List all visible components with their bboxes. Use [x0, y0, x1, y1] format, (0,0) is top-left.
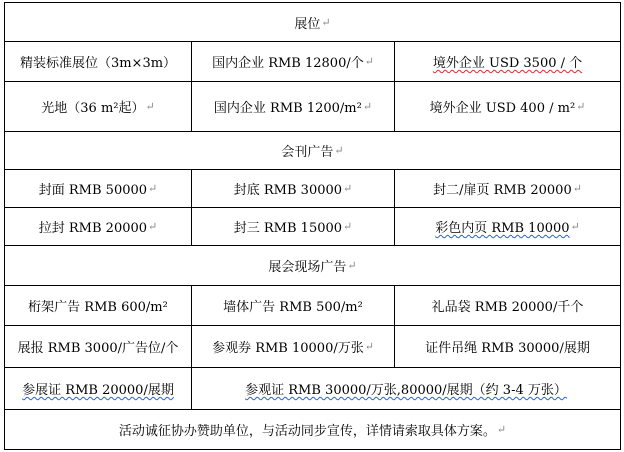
cell-text: 参展证 RMB 20000/展期	[22, 383, 174, 398]
table-cell	[191, 42, 394, 81]
booth-header-text: 展位	[294, 16, 321, 32]
cell-text: 彩色内页 RMB 10000	[435, 221, 570, 236]
table-cell	[394, 170, 620, 207]
table-cell	[191, 208, 394, 245]
return-mark: ↵	[364, 340, 374, 353]
table-cell	[394, 82, 620, 131]
return-mark: ↵	[572, 182, 582, 195]
table-cell	[5, 170, 191, 207]
table-cell	[5, 42, 191, 81]
cell-text: 展报 RMB 3000/广告位/个	[17, 341, 179, 356]
return-mark: ↵	[347, 259, 357, 272]
return-mark: ↵	[496, 423, 507, 436]
price-table	[4, 2, 621, 450]
cell-text: 封三 RMB 15000	[233, 221, 343, 236]
table-cell	[5, 286, 191, 325]
return-mark: ↵	[334, 144, 344, 157]
return-mark: ↵	[364, 55, 374, 68]
journal-header-cell	[5, 132, 620, 169]
return-mark: ↵	[148, 220, 158, 233]
cell-text: 参观券 RMB 10000/万张	[212, 341, 364, 356]
booth-row-1	[5, 41, 620, 81]
cell-text: 境外企业 USD 3500 / 个	[432, 56, 583, 71]
booth-section-header	[5, 3, 620, 41]
onsite-header-text: 展会现场广告	[268, 260, 347, 275]
booth-header-cell	[5, 3, 620, 41]
cell-text: 光地（36 m²起）	[41, 101, 145, 116]
table-cell	[394, 42, 620, 81]
journal-header-text: 会刊广告	[281, 145, 334, 160]
return-mark: ↵	[343, 182, 353, 195]
table-cell	[5, 82, 191, 131]
return-mark: ↵	[576, 100, 586, 113]
return-mark: ↵	[148, 182, 158, 195]
table-cell	[394, 326, 620, 367]
table-cell	[191, 82, 394, 131]
cell-text: 参观证 RMB 30000/万张,80000/展期（约 3-4 万张）	[245, 383, 567, 398]
footer-row	[5, 409, 620, 449]
return-mark: ↵	[321, 15, 331, 29]
cell-text: 国内企业 RMB 1200/m²	[213, 101, 362, 116]
cell-text: 墙体广告 RMB 500/m²	[223, 300, 363, 315]
table-cell	[5, 368, 191, 409]
return-mark: ↵	[570, 220, 580, 233]
cell-text: 拉封 RMB 20000	[38, 221, 148, 236]
cell-text: 证件吊绳 RMB 30000/展期	[425, 341, 590, 356]
return-mark: ↵	[362, 100, 373, 113]
table-cell	[191, 286, 394, 325]
cell-text: 礼品袋 RMB 20000/千个	[431, 300, 584, 315]
onsite-row-2	[5, 325, 620, 367]
table-cell	[5, 326, 191, 367]
onsite-row-3	[5, 367, 620, 409]
cell-text: 封二/扉页 RMB 20000	[433, 183, 572, 198]
footer-cell	[5, 410, 620, 449]
cell-text: 国内企业 RMB 12800/个	[212, 56, 364, 71]
cell-text: 桁架广告 RMB 600/m²	[28, 300, 168, 315]
table-cell	[191, 170, 394, 207]
table-cell	[394, 208, 620, 245]
onsite-section-header	[5, 245, 620, 285]
cell-text: 封面 RMB 50000	[38, 183, 148, 198]
cell-text: 境外企业 USD 400 / m²	[429, 101, 576, 116]
journal-row-2	[5, 207, 620, 245]
table-cell	[394, 286, 620, 325]
journal-section-header	[5, 131, 620, 169]
table-cell	[5, 208, 191, 245]
cell-text: 封底 RMB 30000	[233, 183, 343, 198]
return-mark: ↵	[343, 220, 353, 233]
table-cell	[191, 326, 394, 367]
booth-row-2	[5, 81, 620, 131]
cell-text: 精装标准展位（3m×3m）	[19, 56, 177, 71]
footer-text: 活动诚征协办赞助单位，与活动同步宣传，详情请索取具体方案。	[118, 424, 496, 439]
table-cell	[191, 368, 620, 409]
return-mark: ↵	[145, 100, 155, 113]
onsite-row-1	[5, 285, 620, 325]
journal-row-1	[5, 169, 620, 207]
onsite-header-cell	[5, 246, 620, 285]
